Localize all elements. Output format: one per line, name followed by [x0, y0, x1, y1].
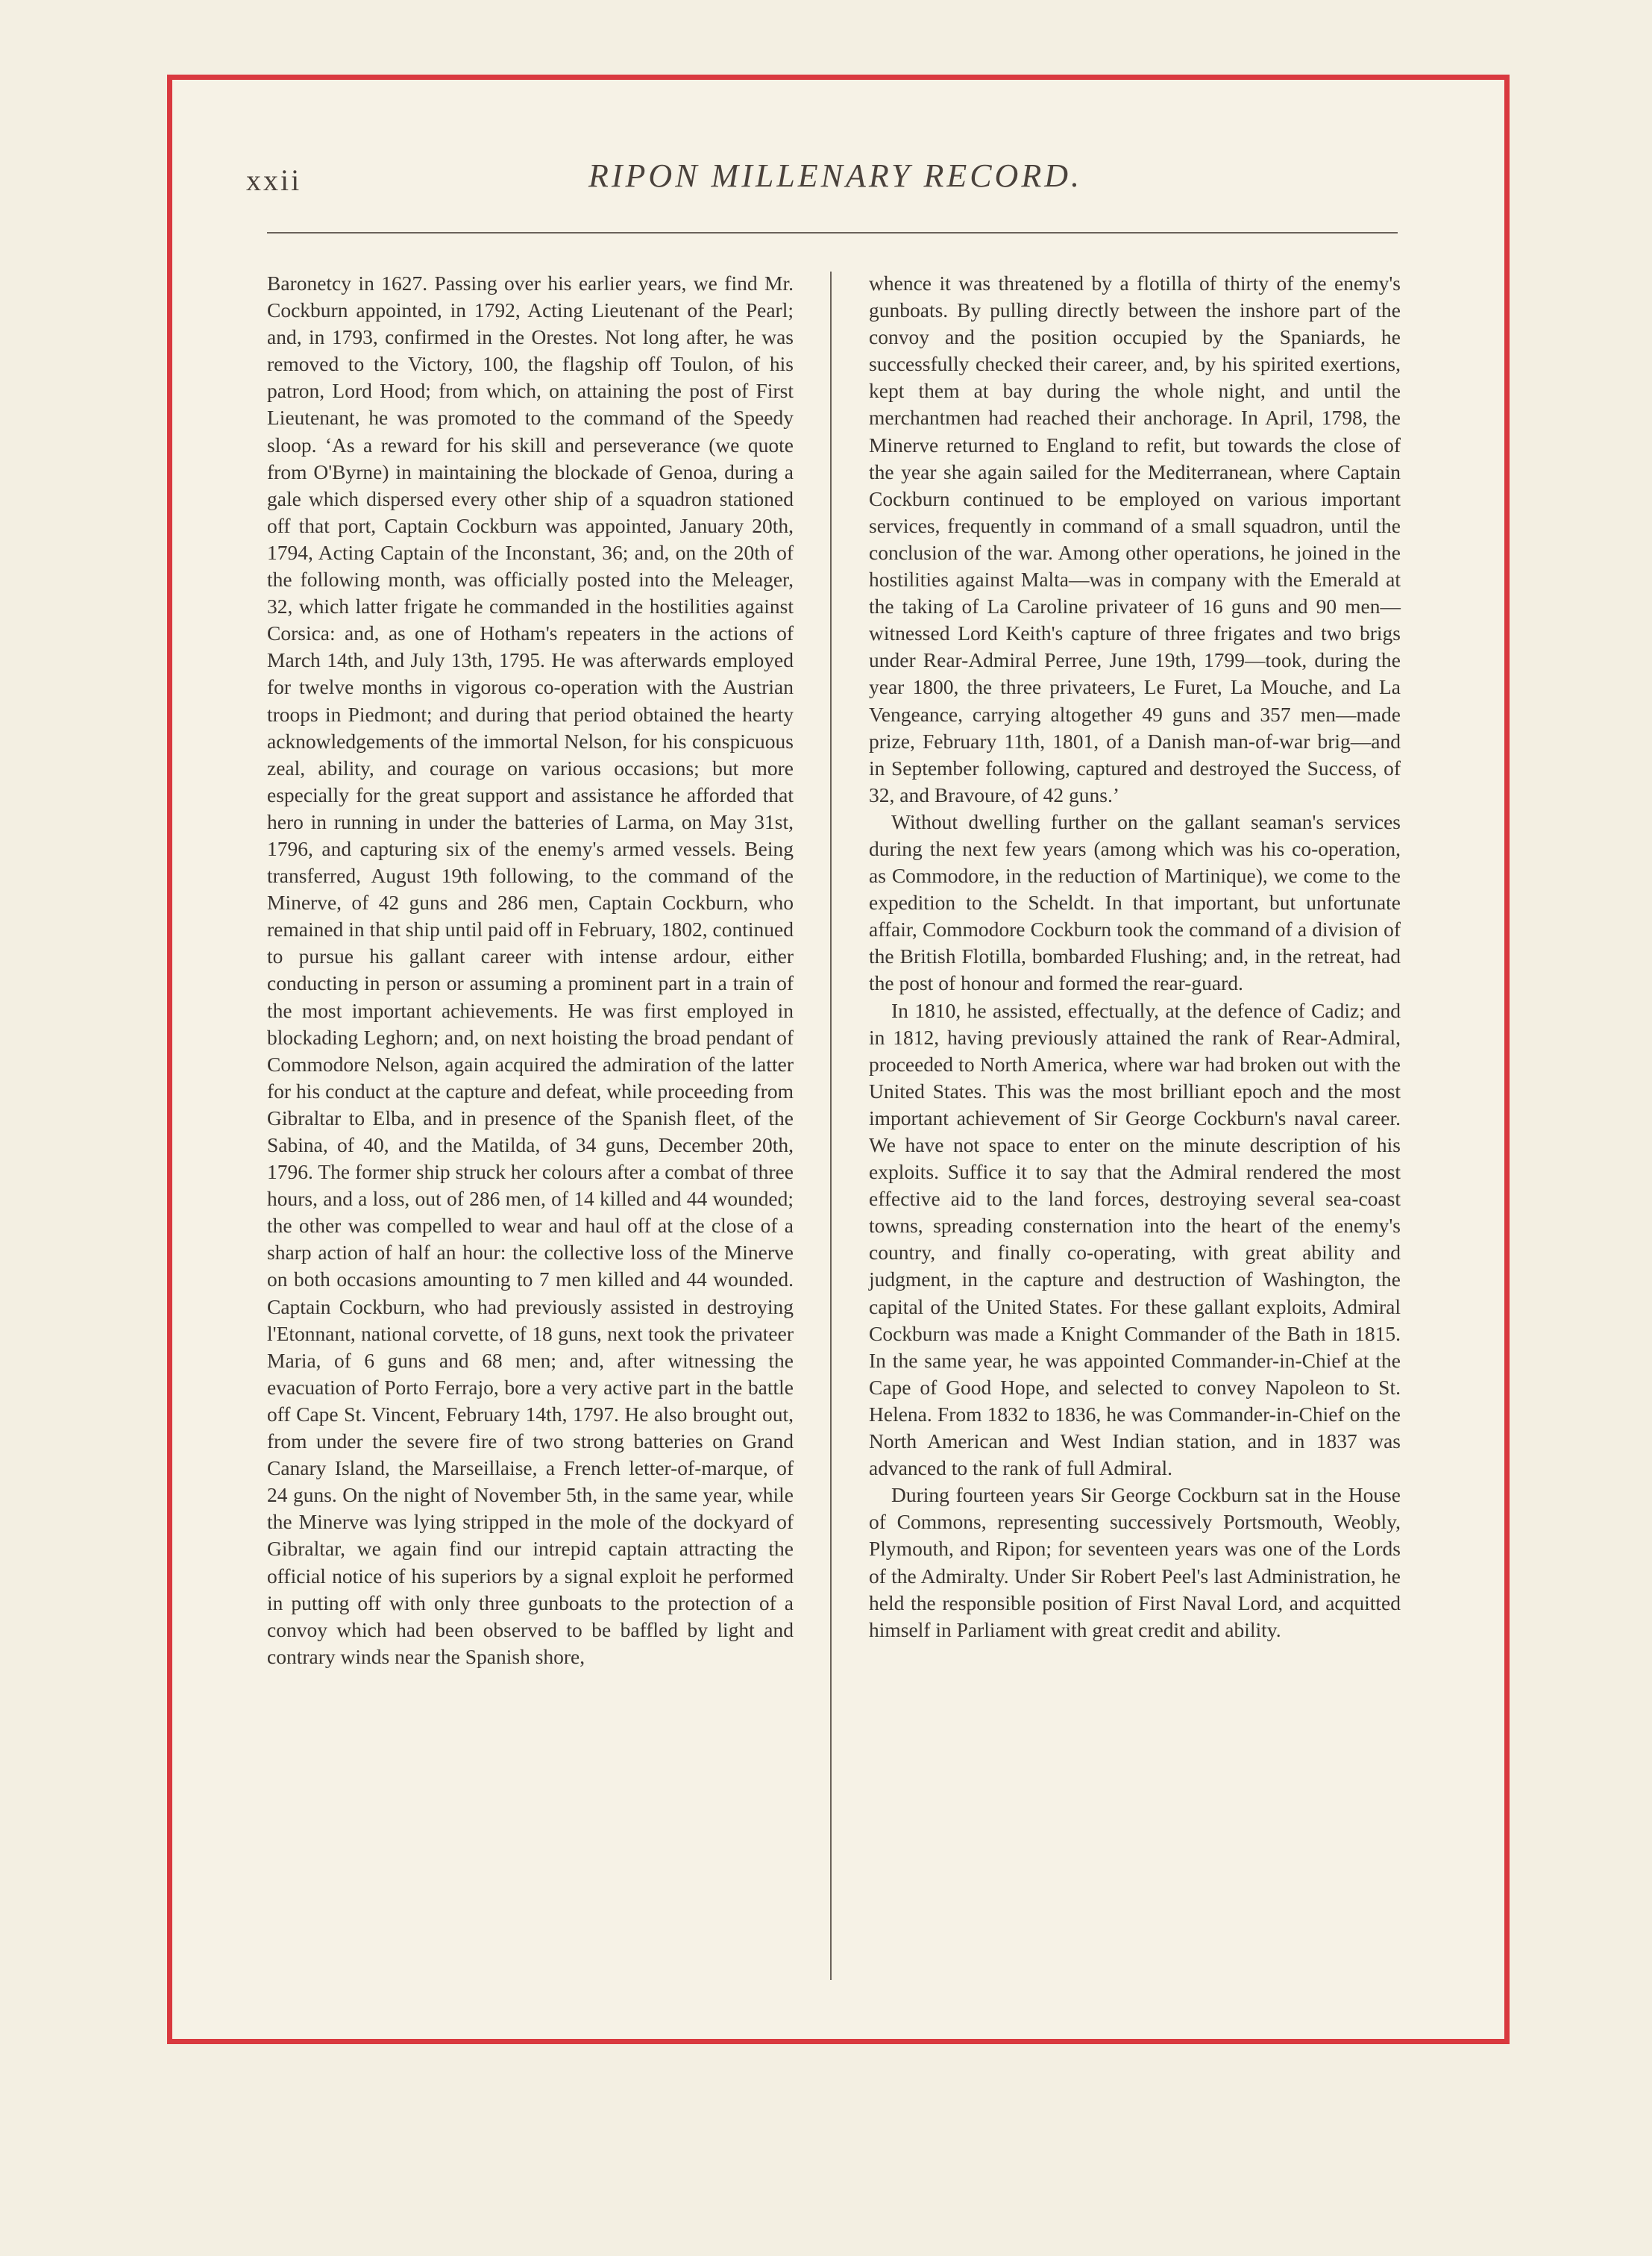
paragraph: During fourteen years Sir George Cockburn sat in the House of Commons, representing successively Portsmouth, Weobly, Plymouth, and Ripon; for seventeen years was one of the Lords of the Admiralty. Under Sir Robert Peel's last Administration, he held the responsible position of First Naval Lord, and acquitted himself in Parliament with great credit and ability.: [869, 1483, 1401, 1641]
paragraph: Baronetcy in 1627. Passing over his earlier years, we find Mr. Cockburn appointed, in 1792, Acting Lieutenant of the Pearl; and, in 1793, confirmed in the Orestes. Not long after, he was removed to the Victory, 100, the flagship off Toulon, of his patron, Lord Hood; from which, on attaining the post of First Lieutenant, he was promoted to the command of the Speedy sloop. ‘As a reward for his skill and perseverance (we quote from O'Byrne) in maintaining the blockade of Genoa, during a gale which dispersed every other ship of a squadron stationed off that port, Captain Cockburn was appointed, January 20th, 1794, Acting Captain of the Inconstant, 36; and, on the 20th of the following month, was officially posted into the Meleager, 32, which latter frigate he commanded in the hostilities against Corsica: and, as one of Hotham's repeaters in the actions of March 14th, and July 13th, 1795. He was afterwards employed for twelve months in vigorous co-operation with the Austrian troops in Piedmont; and during that period obtained the hearty acknowledgements of the immortal Nelson, for his conspicuous zeal, ability, and courage on various occasions; but more especially for the great support and assistance he afforded that hero in running in under the batteries of Larma, on May 31st, 1796, and capturing six of the enemy's armed vessels. Being transferred, August 19th following, to the command of the Minerve, of 42 guns and 286 men, Captain Cockburn, who remained in that ship until paid off in February, 1802, continued to pursue his gallant career with intense ardour, either conducting in person or assuming a prominent part in a train of the most important achievements. He was first employed in blockading Leghorn; and, on next hoisting the broad pendant of Commodore Nelson, again acquired the admiration of the latter for his conduct at the capture and defeat, while proceeding from Gibraltar to Elba, and in presence of the Spanish fleet, of the Sabina, of 40, and the Matilda, of 34 guns, December 20th, 1796. The former ship struck her colours after a combat of three hours, and a loss, out of 286 men, of 14 killed and 44 wounded; the other was compelled to wear and haul off at the close of a sharp action of half an hour: the collective loss of the Minerve on both occasions amounting to 7 men killed and 44 wounded. Captain Cockburn, who had previously assisted in destroying l'Etonnant, national corvette, of 18 guns, next took the privateer Maria, of 6 guns and 68 men; and, after witnessing the evacuation of Porto Ferrajo, bore a very active part in the battle off Cape St. Vincent, February 14th, 1797. He also brought out, from under the severe fire of two strong batteries on Grand Canary Island, the Marseillaise, a French letter-of-marque, of 24 guns. On the night of November 5th, in the same year, while the Minerve was lying stripped in the mole of the dockyard of Gibraltar, we again find our intrepid captain attracting the official notice of his superiors by a signal exploit he performed in putting off with only three gunboats to the protection of a convoy which had been observed to be baffled by light and contrary winds near the Spanish shore,: [267, 272, 794, 1668]
page-number: xxii: [246, 163, 302, 197]
paragraph: In 1810, he assisted, effectually, at the defence of Cadiz; and in 1812, having previously attained the rank of Rear-Admiral, proceeded to North America, where war had broken out with the United States. This was the most brilliant epoch and the most important achievement of Sir George Cockburn's naval career. We have not space to enter on the minute description of his exploits. Suffice it to say that the Admiral rendered the most effective aid to the land forces, destroying several sea-coast towns, spreading consternation into the heart of the enemy's country, and finally co-operating, with great ability and judgment, in the capture and destruction of Washington, the capital of the United States. For these gallant exploits, Admiral Cockburn was made a Knight Commander of the Bath in 1815. In the same year, he was appointed Commander-in-Chief at the Cape of Good Hope, and selected to convey Napoleon to St. Helena. From 1832 to 1836, he was Commander-in-Chief on the North American and West Indian station, and in 1837 was advanced to the rank of full Admiral.: [869, 998, 1401, 1480]
header-divider: [267, 232, 1398, 234]
running-title: RIPON MILLENARY RECORD.: [588, 157, 1082, 194]
right-column: [869, 270, 1401, 1644]
paragraph: whence it was threatened by a flotilla of thirty of the enemy's gunboats. By pulling directly between the inshore part of the convoy and the position occupied by the Spaniards, he successfully checked their career, and, by his spirited exertions, kept them at bay during the whole night, and until the merchantmen had reached their anchorage. In April, 1798, the Minerve returned to England to refit, but towards the close of the year she again sailed for the Mediterranean, where Captain Cockburn continued to be employed on various important services, frequently in command of a small squadron, until the conclusion of the war. Among other operations, he joined in the hostilities against Malta—was in company with the Emerald at the taking of La Caroline privateer of 16 guns and 90 men—witnessed Lord Keith's capture of three frigates and two brigs under Rear-Admiral Perree, June 19th, 1799—took, during the year 1800, the three privateers, Le Furet, La Mouche, and La Vengeance, carrying altogether 49 guns and 357 men—made prize, February 11th, 1801, of a Danish man-of-war brig—and in September following, captured and destroyed the Success, of 32, and Bravoure, of 42 guns.’: [869, 272, 1401, 806]
page-header: [246, 157, 1425, 209]
column-divider: [830, 272, 832, 1980]
paragraph: Without dwelling further on the gallant seaman's services during the next few years (among which was his co-operation, as Commodore, in the reduction of Martinique), we come to the expedition to the Scheldt. In that important, but unfortunate affair, Commodore Cockburn took the command of a division of the British Flotilla, bombarded Flushing; and, in the retreat, had the post of honour and formed the rear-guard.: [869, 809, 1401, 995]
left-column: [267, 270, 794, 1670]
